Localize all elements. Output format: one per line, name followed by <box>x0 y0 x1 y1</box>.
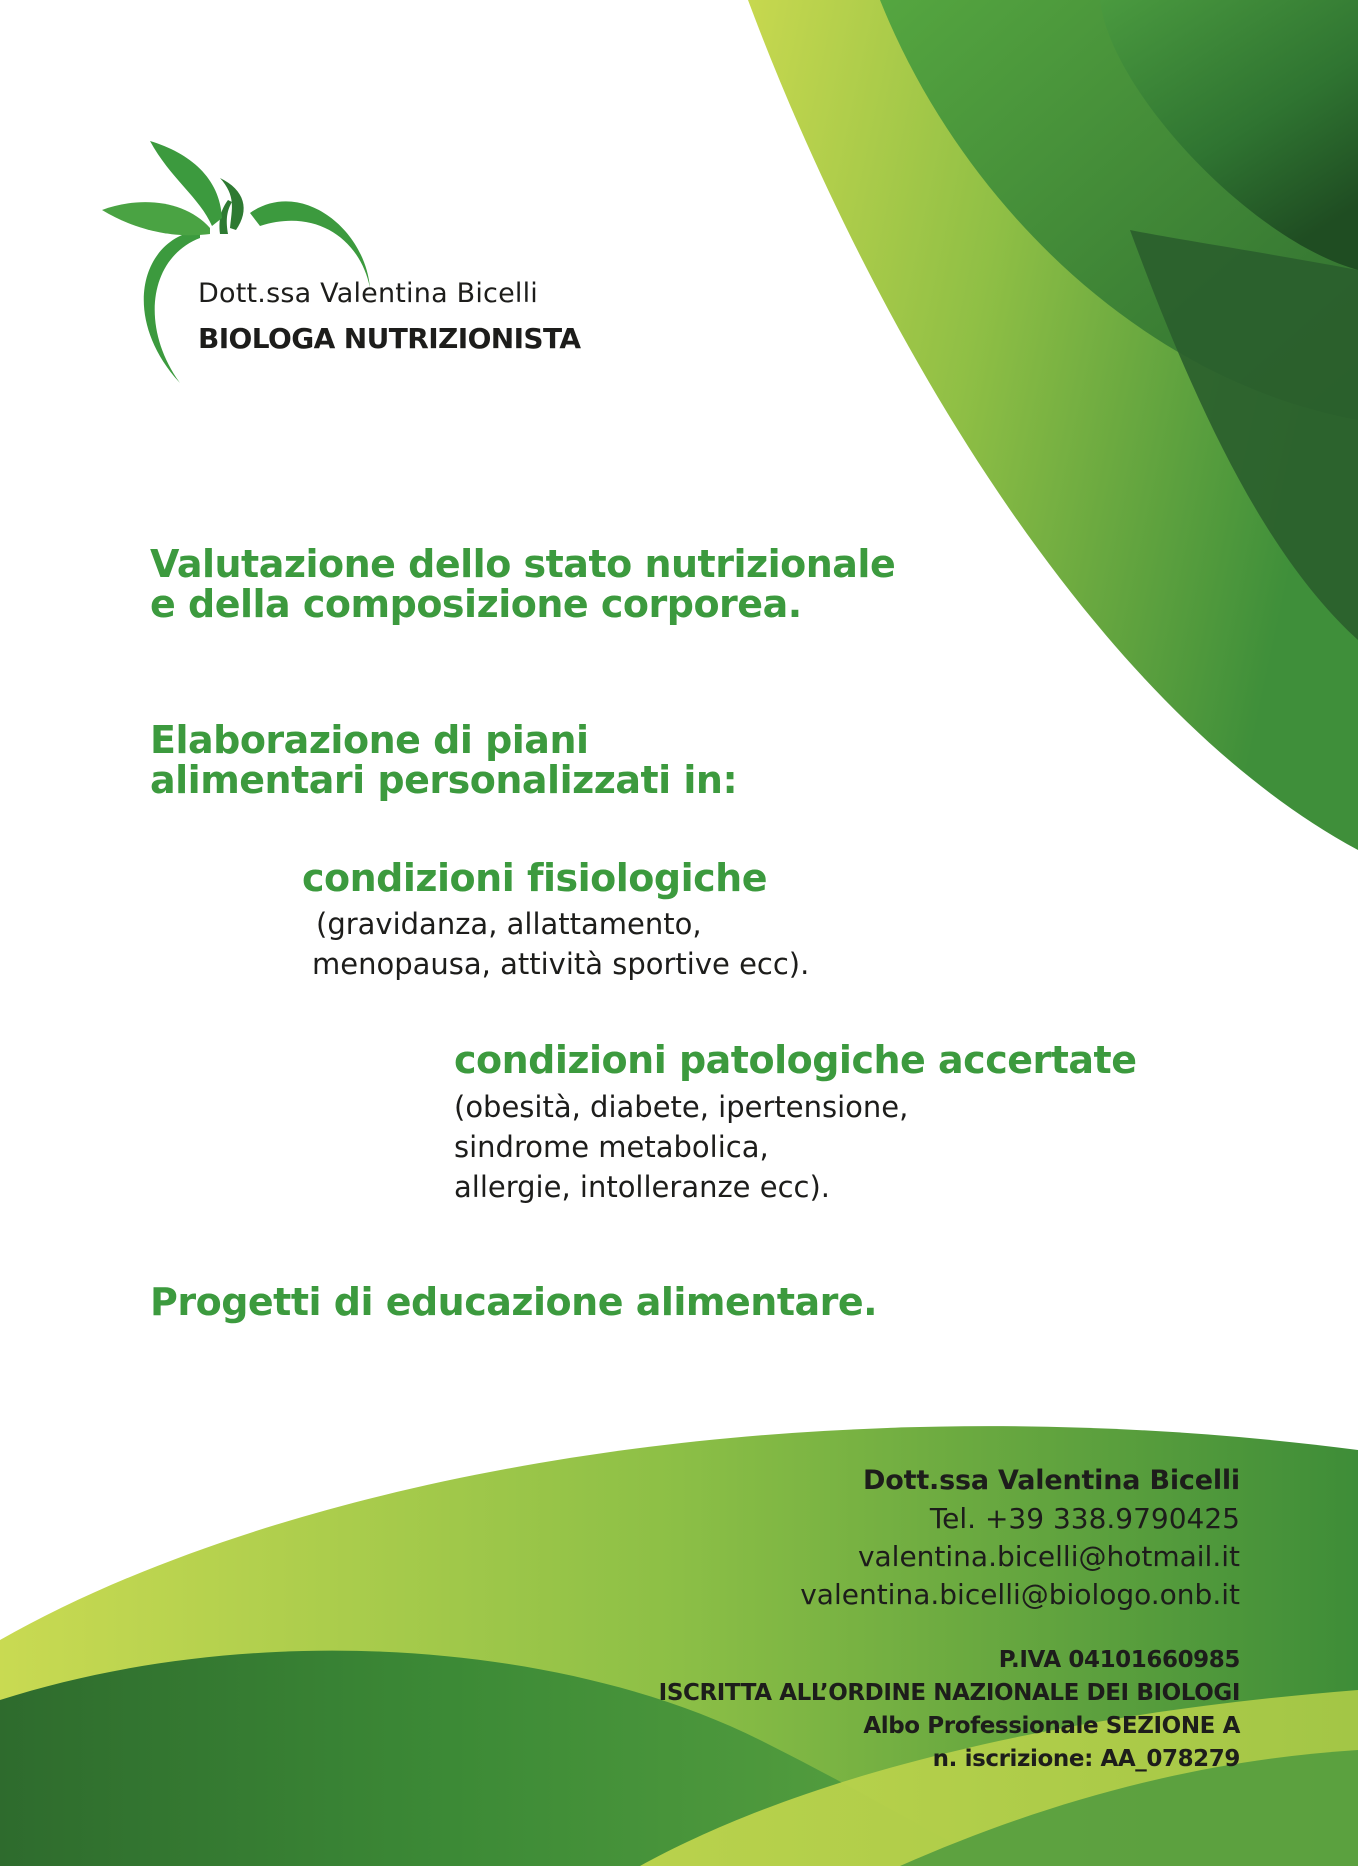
service-elaborazione <box>150 720 737 800</box>
service-progetti: Progetti di educazione alimentare. <box>150 1280 878 1324</box>
service-elaborazione-line-1: Elaborazione di piani <box>150 718 589 762</box>
contact-iscrizione: n. iscrizione: AA_078279 <box>932 1746 1240 1772</box>
logo-title: BIOLOGA NUTRIZIONISTA <box>198 322 581 355</box>
service-elaborazione-line-2: alimentari personalizzati in: <box>150 758 738 802</box>
contact-name: Dott.ssa Valentina Bicelli <box>863 1465 1240 1496</box>
contact-spacer <box>659 1614 1240 1644</box>
patologiche-detail-line-2: sindrome metabolica, <box>454 1130 769 1164</box>
contact-block <box>659 1462 1240 1776</box>
patologiche-details <box>454 1087 908 1207</box>
contact-albo: Albo Professionale SEZIONE A <box>863 1713 1240 1739</box>
contact-email-onb[interactable]: valentina.bicelli@biologo.onb.it <box>800 1578 1240 1611</box>
contact-email-hotmail[interactable]: valentina.bicelli@hotmail.it <box>857 1540 1240 1573</box>
patologiche-detail-line-3: allergie, intolleranze ecc). <box>454 1170 831 1204</box>
fisiologiche-title: condizioni fisiologiche <box>302 856 767 900</box>
contact-phone[interactable]: Tel. +39 338.9790425 <box>929 1502 1240 1535</box>
fisiologiche-detail-line-1: (gravidanza, allattamento, <box>316 907 702 941</box>
fisiologiche-details <box>312 904 809 984</box>
service-valutazione <box>150 544 895 624</box>
fisiologiche-detail-line-2: menopausa, attività sportive ecc). <box>312 947 810 981</box>
contact-ordine: ISCRITTA ALL’ORDINE NAZIONALE DEI BIOLOGI <box>658 1680 1240 1706</box>
logo <box>100 138 600 388</box>
logo-name: Dott.ssa Valentina Bicelli <box>198 278 538 309</box>
service-valutazione-line-2: e della composizione corporea. <box>150 582 802 626</box>
patologiche-title: condizioni patologiche accertate <box>454 1038 1137 1082</box>
service-valutazione-line-1: Valutazione dello stato nutrizionale <box>150 542 896 586</box>
patologiche-detail-line-1: (obesità, diabete, ipertensione, <box>454 1090 909 1124</box>
contact-piva: P.IVA 04101660985 <box>998 1647 1240 1673</box>
